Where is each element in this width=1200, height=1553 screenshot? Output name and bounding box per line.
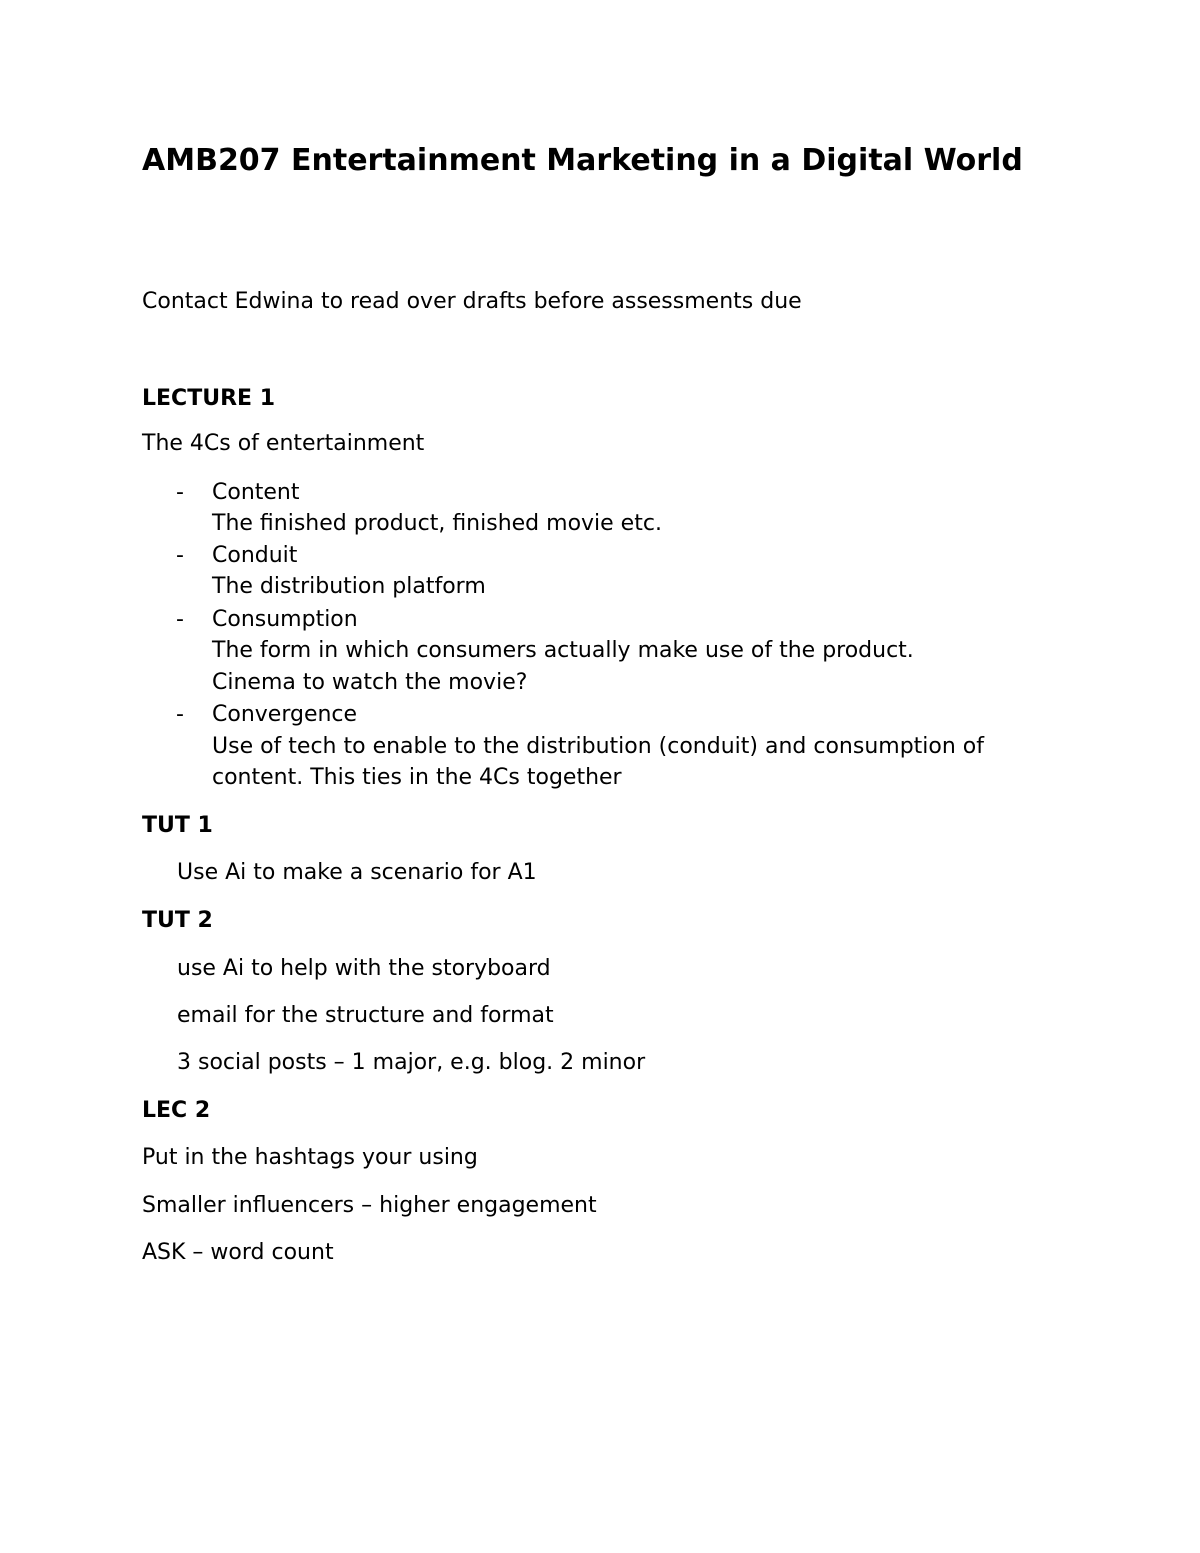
bullet-dash-icon: - xyxy=(176,480,184,505)
list-item-description: Cinema to watch the movie? xyxy=(212,670,528,695)
lec2-heading: LEC 2 xyxy=(142,1098,211,1123)
document-title: AMB207 Entertainment Marketing in a Digital World xyxy=(142,143,1023,178)
lecture1-heading: LECTURE 1 xyxy=(142,386,275,411)
lec2-note: Smaller influencers – higher engagement xyxy=(142,1193,597,1218)
bullet-dash-icon: - xyxy=(176,543,184,568)
tut1-heading: TUT 1 xyxy=(142,813,213,838)
tut2-note: use Ai to help with the storyboard xyxy=(177,956,551,981)
bullet-dash-icon: - xyxy=(176,607,184,632)
list-item-description: The finished product, finished movie etc. xyxy=(212,511,662,536)
list-item-description: Use of tech to enable to the distribution (conduit) and consumption of xyxy=(212,734,984,759)
list-item-term: Conduit xyxy=(212,543,298,568)
lec2-note: Put in the hashtags your using xyxy=(142,1145,478,1170)
tut1-note: Use Ai to make a scenario for A1 xyxy=(177,860,537,885)
list-item-description: The form in which consumers actually make use of the product. xyxy=(212,638,914,663)
contact-note: Contact Edwina to read over drafts before assessments due xyxy=(142,289,802,314)
lec2-note: ASK – word count xyxy=(142,1240,334,1265)
tut2-note: 3 social posts – 1 major, e.g. blog. 2 minor xyxy=(177,1050,646,1075)
tut2-note: email for the structure and format xyxy=(177,1003,554,1028)
tut2-heading: TUT 2 xyxy=(142,908,213,933)
lecture1-intro: The 4Cs of entertainment xyxy=(142,431,425,456)
list-item-term: Consumption xyxy=(212,607,358,632)
list-item-term: Convergence xyxy=(212,702,358,727)
list-item-term: Content xyxy=(212,480,300,505)
list-item-description: content. This ties in the 4Cs together xyxy=(212,765,622,790)
list-item-description: The distribution platform xyxy=(212,574,486,599)
bullet-dash-icon: - xyxy=(176,702,184,727)
